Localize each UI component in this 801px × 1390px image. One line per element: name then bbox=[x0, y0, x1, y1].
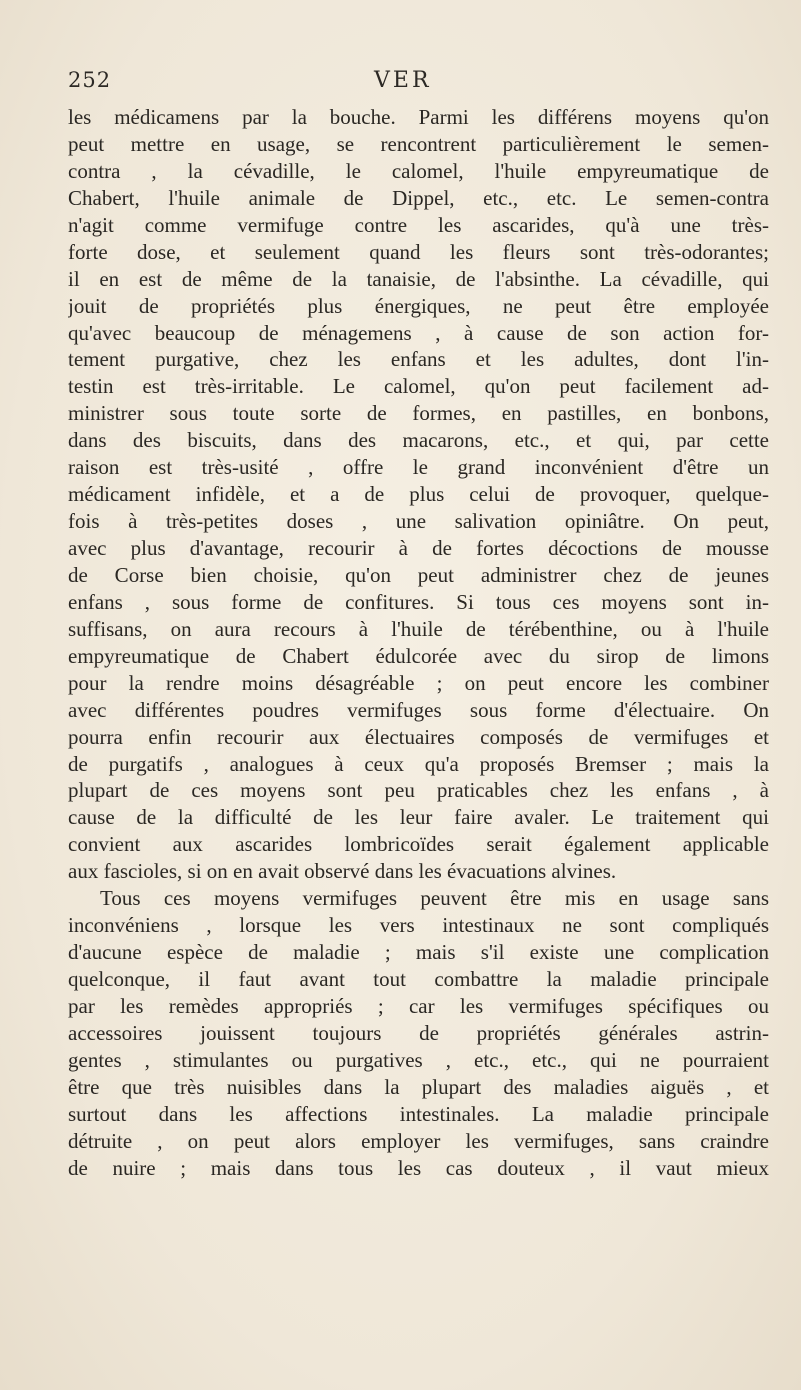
text-line: de Corse bien choisie, qu'on peut administrer chez de jeunes bbox=[68, 562, 769, 587]
text-line: fois à très-petites doses , une salivation opiniâtre. On peut, bbox=[68, 509, 769, 534]
text-line: n'agit comme vermifuge contre les ascarides, qu'à une très- bbox=[68, 212, 769, 237]
text-line: ministrer sous toute sorte de formes, en pastilles, en bonbons, bbox=[68, 401, 769, 426]
text-line: jouit de propriétés plus énergiques, ne peut être employée bbox=[68, 293, 769, 318]
text-line: qu'avec beaucoup de ménagemens , à cause de son action for- bbox=[68, 320, 769, 345]
text-line: de nuire ; mais dans tous les cas douteux , il vaut mieux bbox=[68, 1155, 769, 1180]
text-line: raison est très-usité , offre le grand inconvénient d'être un bbox=[68, 455, 769, 480]
page-number: 252 bbox=[68, 68, 112, 92]
text-line: inconvéniens , lorsque les vers intestinaux ne sont compliqués bbox=[68, 913, 769, 938]
paragraph-start-line: Tous ces moyens vermifuges peuvent être mis en usage sans bbox=[100, 886, 769, 911]
text-line: avec plus d'avantage, recourir à de fortes décoctions de mousse bbox=[68, 536, 769, 560]
body-text bbox=[68, 104, 769, 1182]
text-line: tement purgative, chez les enfans et les adultes, dont l'in- bbox=[68, 347, 769, 372]
text-line: détruite , on peut alors employer les vermifuges, sans craindre bbox=[68, 1128, 769, 1153]
text-line: forte dose, et seulement quand les fleurs sont très-odorantes; bbox=[68, 239, 769, 264]
text-line: avec différentes poudres vermifuges sous forme d'électuaire. On bbox=[68, 697, 769, 722]
text-line: de purgatifs , analogues à ceux qu'a proposés Bremser ; mais la bbox=[68, 751, 769, 776]
text-line: les médicamens par la bouche. Parmi les différens moyens qu'on bbox=[68, 105, 769, 129]
text-line: médicament infidèle, et a de plus celui de provoquer, quelque- bbox=[68, 482, 769, 507]
text-line: pour la rendre moins désagréable ; on peut encore les combiner bbox=[68, 670, 769, 695]
text-line: suffisans, on aura recours à l'huile de térébenthine, ou à l'huile bbox=[68, 616, 769, 641]
text-line: quelconque, il faut avant tout combattre la maladie principale bbox=[68, 967, 769, 991]
running-head: VER bbox=[374, 68, 432, 93]
page-header bbox=[68, 68, 768, 98]
text-line: dans des biscuits, dans des macarons, etc., et qui, par cette bbox=[68, 428, 769, 453]
text-line: contra , la cévadille, le calomel, l'huile empyreumatique de bbox=[68, 158, 769, 183]
text-line: surtout dans les affections intestinales. La maladie principale bbox=[68, 1101, 769, 1126]
text-line: empyreumatique de Chabert édulcorée avec du sirop de limons bbox=[68, 643, 769, 668]
text-line: testin est très-irritable. Le calomel, qu'on peut facilement ad- bbox=[68, 374, 769, 399]
text-line: cause de la difficulté de les leur faire avaler. Le traitement qui bbox=[68, 805, 769, 830]
text-line: être que très nuisibles dans la plupart des maladies aiguës , et bbox=[68, 1074, 769, 1099]
text-line: il en est de même de la tanaisie, de l'absinthe. La cévadille, qui bbox=[68, 266, 769, 291]
text-line: convient aux ascarides lombricoïdes serait également applicable bbox=[68, 832, 769, 857]
text-line: pourra enfin recourir aux électuaires composés de vermifuges et bbox=[68, 724, 769, 749]
text-line: plupart de ces moyens sont peu praticables chez les enfans , à bbox=[68, 778, 769, 803]
text-line: peut mettre en usage, se rencontrent particulièrement le semen- bbox=[68, 131, 769, 156]
text-line: accessoires jouissent toujours de propriétés générales astrin- bbox=[68, 1020, 769, 1045]
text-line: Chabert, l'huile animale de Dippel, etc., etc. Le semen-contra bbox=[68, 185, 769, 210]
text-line: aux fascioles, si on en avait observé dans les évacuations alvines. bbox=[68, 859, 617, 884]
text-line: enfans , sous forme de confitures. Si tous ces moyens sont in- bbox=[68, 589, 769, 614]
text-line: par les remèdes appropriés ; car les vermifuges spécifiques ou bbox=[68, 993, 769, 1018]
text-line: d'aucune espèce de maladie ; mais s'il existe une complication bbox=[68, 940, 769, 965]
text-line: gentes , stimulantes ou purgatives , etc., etc., qui ne pourraient bbox=[68, 1047, 769, 1072]
